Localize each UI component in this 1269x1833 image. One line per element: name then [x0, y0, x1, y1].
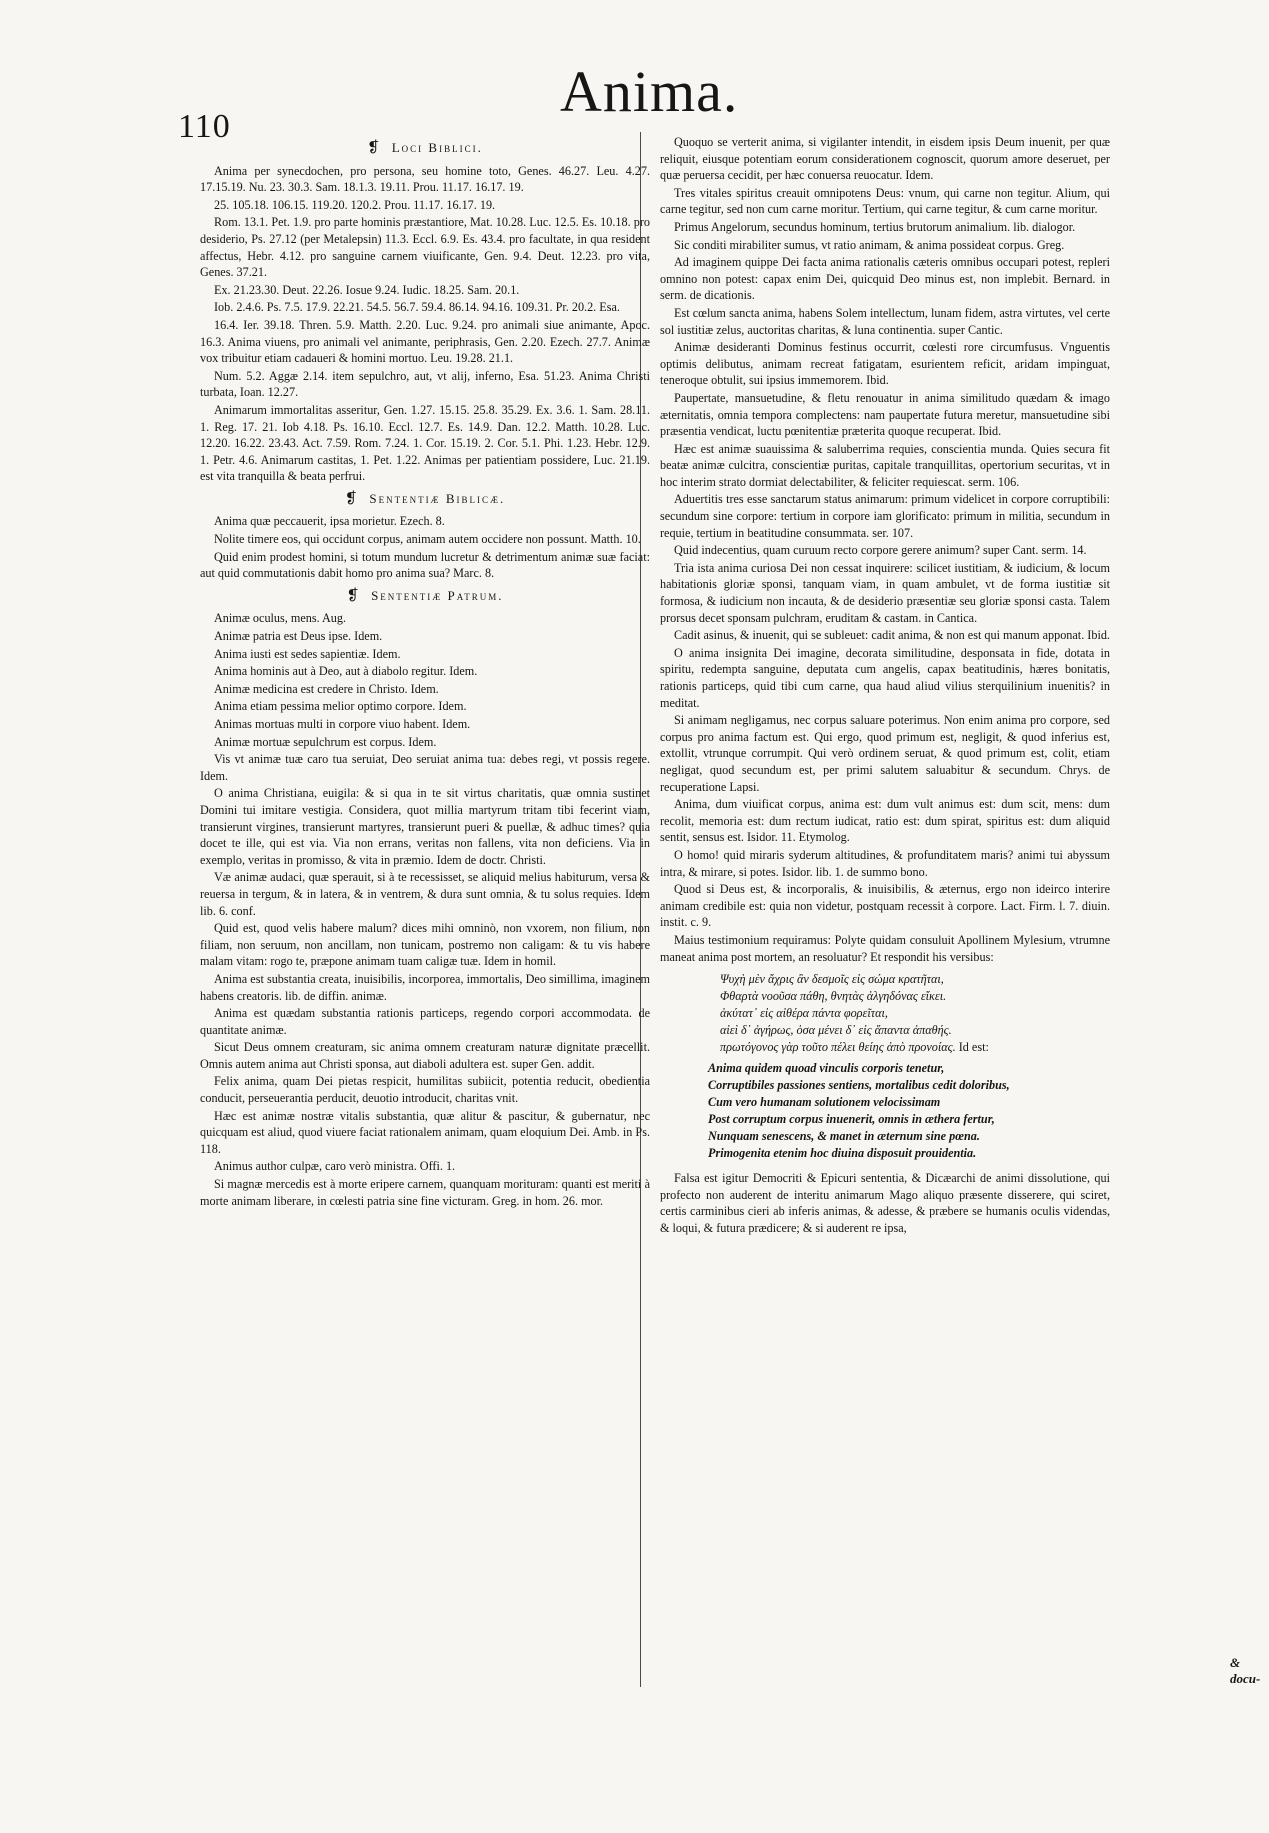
paragraph: Primus Angelorum, secundus hominum, tertius brutorum animalium. lib. dialogor.	[674, 219, 1076, 234]
paragraph: Anima quæ peccauerit, ipsa morietur. Ezech. 8.	[214, 514, 445, 529]
paragraph: Ad imaginem quippe Dei facta anima rationalis cæteris omnibus occupari potest, repleri omnino non potest: capax enim Dei, quicquid Deo minus est, non implebit. Bernard. in serm. de dicationis.	[660, 255, 1110, 303]
paragraph: 25. 105.18. 106.15. 119.20. 120.2. Prou. 11.17. 16.17. 19.	[214, 197, 496, 212]
pilcrow-icon: ❡	[346, 587, 362, 604]
paragraph: O homo! quid miraris syderum altitudines, & profunditatem maris? animi tui abyssum intra, & mirare, si potes. Isidor. lib. 1. de summo bono.	[660, 847, 1110, 879]
paragraph: Quod si Deus est, & incorporalis, & inuisibilis, & æternus, ergo non ideirco interire animam credibile est: quia non videtur, postquam recessit à corpore. Lact. Firm. l. 7. diuin. instit. c. 9.	[660, 882, 1110, 930]
paragraph: Quid est, quod velis habere malum? dices mihi omninò, non vxorem, non filium, non filiam, non seruum, non ancillam, non tunicam, postremo non caligam: & tu vis habere malam vitam: rogo te, præpone animam tuam caligæ tuæ. Idem in homil.	[200, 921, 650, 969]
greek-verse-line: ἀκύτατ᾽ εἰς αἰθέρα πάντα φορεῖται,	[720, 1006, 888, 1021]
greek-verse-line	[720, 1039, 1110, 1056]
paragraph: Ex. 21.23.30. Deut. 22.26. Iosue 9.24. Iudic. 18.25. Sam. 20.1.	[214, 282, 520, 297]
paragraph: Anima per synecdochen, pro persona, seu homine toto, Genes. 46.27. Leu. 4.27. 17.15.19. Nu. 23. 30.3. Sam. 18.1.3. 19.11. Prou. 11.17. 16.17. 19.	[200, 163, 650, 195]
page-number: 110	[178, 108, 231, 145]
catchword: & docu-	[1230, 1655, 1261, 1686]
paragraph: Vis vt animæ tuæ caro tua seruiat, Deo seruiat anima tua: debes regi, vt possis regere. Idem.	[200, 752, 650, 783]
latin-verse-block	[708, 1060, 1110, 1162]
paragraph: Animas mortuas multi in corpore viuo habent. Idem.	[214, 717, 471, 731]
paragraph: Hæc est animæ nostræ vitalis substantia, quæ alitur & pascitur, & gubernatur, nec quicquam est aliud, quod viuere faciat rationalem animam, quam eloquium Dei. Amb. in Ps. 118.	[200, 1108, 650, 1156]
latin-verse-line: Primogenita etenim hoc diuina disposuit prouidentia.	[708, 1146, 977, 1161]
paragraph: Si magnæ mercedis est à morte eripere carnem, quanquam morituram: quanti est meriti à morte animam liberare, in cœlesti patria sine fine victuram. Greg. in hom. 26. mor.	[200, 1177, 650, 1208]
left-column	[200, 134, 650, 1210]
pilcrow-icon: ❡	[344, 490, 360, 507]
paragraph: Animæ patria est Deus ipse. Idem.	[214, 629, 383, 644]
section-heading-text: Sententiæ Patrum.	[371, 587, 504, 603]
paragraph: 16.4. Ier. 39.18. Thren. 5.9. Matth. 2.20. Luc. 9.24. pro animali siue animante, Apoc. 16.3. Anima viuens, pro animali vel animante, periphrasis, Gen. 2.20. Ezech. 27.7. Animæ vox tribuitur etiam cadaueri & homini mortuo. Leu. 19.28. 21.1.	[200, 317, 650, 366]
greek-verse-line: αἰεὶ δ᾽ ἀγήρως, ὁσα μένει δ᾽ εἰς ἅπαντα ἀπαθής.	[720, 1023, 952, 1038]
greek-verse-line: Ψυχὴ μὲν ἄχρις ἂν δεσμοῖς εἰς σώμα κρατῆται,	[720, 972, 944, 987]
paragraph: O anima Christiana, euigila: & si qua in te sit virtus charitatis, quæ omnia sustinet Domini tui imitare vestigia. Considera, quot millia martyrum tritam tibi fecerint viam, transierunt virgines, transierunt martyres, transierunt pueri & puellæ, & adhuc times? quia docet te ille, qui est via. Via non errans, veritas non fallens, vita non deficiens. Via in exemplo, veritas in promisso, & vita in præmio. Idem de doctr. Christi.	[200, 786, 650, 867]
latin-verse-line: Cum vero humanam solutionem velocissimam	[708, 1095, 941, 1110]
paragraph: Cadit asinus, & inuenit, qui se subleuet: cadit anima, & non est qui manum apponat. Ibid.	[674, 628, 1110, 643]
paragraph: Animæ medicina est credere in Christo. Idem.	[214, 681, 439, 696]
paragraph: Tria ista anima curiosa Dei non cessat inquirere: scilicet iustitiam, & iudicium, & locum habitationis gloriæ sponsi, tanquam viam, in quam ambulet, vt de forma iustitiæ sit formosa, & iudicium non incauta, & de desiderio præsentiæ seu gloriæ sponsi casta. Talem prorsus decet sponsam pulchram, eruditam & castam. in Cantica.	[660, 560, 1110, 625]
section-heading-text: Sententiæ Biblicæ.	[369, 490, 506, 506]
greek-verse-block	[720, 971, 1110, 1056]
paragraph: Anima hominis aut à Deo, aut à diabolo regitur. Idem.	[214, 664, 478, 679]
latin-verse-line: Nunquam senescens, & manet in æternum sine pœna.	[708, 1129, 980, 1144]
paragraph: Animus author culpæ, caro verò ministra. Offi. 1.	[214, 1159, 456, 1174]
paragraph: Aduertitis tres esse sanctarum status animarum: primum videlicet in corpore corruptibili: secundum sine corpore: tertium in corpore iam glorificato: primum in militia, secundum in requie, tertium in beatitudine consummata. ser. 107.	[660, 492, 1110, 540]
paragraph: Quoquo se verterit anima, si vigilanter intendit, in eisdem ipsis Deum inuenit, per quæ reliquit, eiusque potentiam eorum considerationem cognoscit, quorum amore deseruet, per quæ peruersa cecidit, per hæc conuersa reuocatur. Idem.	[660, 135, 1110, 183]
paragraph: Tres vitales spiritus creauit omnipotens Deus: vnum, qui carne non tegitur. Alium, qui carne tegitur, sed non cum carne moritur. Tertium, qui carne tegitur, & cum carne moritur.	[660, 185, 1110, 217]
paragraph: Rom. 13.1. Pet. 1.9. pro parte hominis præstantiore, Mat. 10.28. Luc. 12.5. Es. 10.18. pro desiderio, Ps. 27.12 (per Metalepsin) 11.3. Eccl. 6.9. Es. 43.4. pro facultate, in qua resident affectus, Hebr. 4.12. pro sanguine carnem viuificante, Gen. 9.4. Deut. 12.23. pro vita, Genes. 37.21.	[200, 215, 650, 280]
paragraph: O anima insignita Dei imagine, decorata similitudine, desponsata in fide, dotata in spiritu, redempta sanguine, deputata cum angelis, capax beatitudinis, hæres bonitatis, rationis particeps, quid tibi cum carne, qua haud aliud vilius sterquilinium inuenitis? in meditat.	[660, 645, 1110, 710]
paragraph: Falsa est igitur Democriti & Epicuri sententia, & Dicæarchi de animi dissolutione, qui profecto non auderent de interitu animarum Mago aliquo præsente disserere, qui sciret, certis carminibus cieri ab inferis animas, & adesse, & præbere se humanis oculis videndas, & loqui, & futura prædicere; & si auderent re ipsa,	[660, 1171, 1110, 1235]
paragraph: Num. 5.2. Aggæ 2.14. item sepulchro, aut, vt alij, inferno, Esa. 51.23. Anima Christi turbata, Ioan. 12.27.	[200, 368, 650, 400]
section-heading-sententiae-biblicae	[200, 491, 650, 508]
greek-verse-text: πρωτόγονος γὰρ τοῦτο πέλει θείης ἀπὸ προνοίας.	[720, 1040, 956, 1055]
paragraph: Maius testimonium requiramus: Polyte quidam consuluit Apollinem Mylesium, vtrumne maneat anima post mortem, an resoluatur? Et respondit his versibus:	[660, 932, 1110, 964]
paragraph: Quid enim prodest homini, si totum mundum lucretur & detrimentum animæ suæ faciat: aut quid commutationis dabit homo pro anima sua? Marc. 8.	[200, 549, 650, 581]
paragraph: Anima etiam pessima melior optimo corpore. Idem.	[214, 699, 467, 714]
paragraph: Nolite timere eos, qui occidunt corpus, animam autem occidere non possunt. Matth. 10.	[214, 532, 641, 547]
paragraph: Quid indecentius, quam curuum recto corpore gerere animum? super Cant. serm. 14.	[674, 543, 1087, 558]
latin-verse-line: Anima quidem quoad vinculis corporis tenetur,	[708, 1061, 945, 1076]
right-column	[660, 134, 1110, 1237]
id-est-label: Id est:	[958, 1040, 989, 1055]
section-heading-loci-biblici	[200, 140, 650, 157]
paragraph: Si animam negligamus, nec corpus saluare poterimus. Non enim anima pro corpore, sed corpus pro anima factum est. Qui ergo, quod primum est, negligit, & quod inferius est, extollit, vtrunque corrumpit. Qui verò ordinem seruat, & quod primum est, colit, etiam negligat, quod secundum est, per primi salutem saluabitur & secundum. Chrys. de recuperatione Lapsi.	[660, 713, 1110, 794]
pilcrow-icon: ❡	[367, 140, 382, 156]
paragraph: Anima iusti est sedes sapientiæ. Idem.	[214, 646, 401, 661]
paragraph: Animarum immortalitas asseritur, Gen. 1.27. 15.15. 25.8. 35.29. Ex. 3.6. 1. Sam. 28.11. 1. Reg. 17. 21. Iob 4.18. Ps. 16.10. Eccl. 12.7. Es. 14.9. Dan. 12.2. Matth. 10.28. Luc. 12.20. 16.22. 23.43. Act. 7.59. Rom. 7.24. 1. Cor. 15.19. 2. Cor. 5.1. Phi. 1.23. Hebr. 12.9. 1. Petr. 4.6. Animarum castitas, 1. Pet. 1.22. Animas per patientiam possidere, Luc. 21.19. est vita tranquilla & beata perfrui.	[200, 402, 650, 484]
paragraph: Animæ desideranti Dominus festinus occurrit, cœlesti rore circumfusus. Vnguentis optimis delibutus, animam recreat fatigatam, esurientem reficit, aridam impinguat, teneroque obtulit, sui ipsius immemorem. Ibid.	[660, 340, 1110, 388]
greek-verse-line: Φθαρτὰ νοοῦσα πάθη, θνητὰς ἀλγηδόνας εἴκει.	[720, 989, 947, 1004]
paragraph: Anima est substantia creata, inuisibilis, incorporea, immortalis, Deo simillima, imaginem habens creatoris. lib. de diffin. animæ.	[200, 971, 650, 1003]
paragraph: Væ animæ audaci, quæ sperauit, si à te recessisset, se aliquid melius habiturum, versa & reuersa in tergum, & in latera, & in ventrem, & dura sunt omnia, & tu solus requies. Idem lib. 6. conf.	[200, 870, 650, 918]
latin-verse-line: Post corruptum corpus inuenerit, omnis in æthera fertur,	[708, 1112, 995, 1127]
paragraph: Animæ oculus, mens. Aug.	[214, 611, 347, 626]
paragraph: Hæc est animæ suauissima & saluberrima requies, conscientia munda. Quies secura fit beatæ animæ culcitra, conscientiæ puritas, capitale tranquillitas, opertorium securitas, vt in hoc interim strato dormiat delectabiliter, & feliciter requiescat. serm. 106.	[660, 441, 1110, 489]
paragraph: Anima est quædam substantia rationis particeps, regendo corpori accommodata. de quantitate animæ.	[200, 1006, 650, 1037]
paragraph: Sic conditi mirabiliter sumus, vt ratio animam, & anima possideat corpus. Greg.	[674, 237, 1065, 252]
running-head: Anima.	[560, 59, 739, 124]
paragraph: Anima, dum viuificat corpus, anima est: dum vult animus est: dum scit, mens: dum recolit, memoria est: dum rectum iudicat, ratio est: dum spirat, spiritus est: dum aliquid sentit, sensus est. Isidor. 11. Etymolog.	[660, 797, 1110, 845]
section-heading-text: Loci Biblici.	[391, 140, 483, 155]
paragraph: Sicut Deus omnem creaturam, sic anima omnem creaturam naturæ dignitate præcellit. Omnis autem anima aut Christi sponsa, aut diaboli adultera est. super Gen. addit.	[200, 1040, 650, 1071]
paragraph: Animæ mortuæ sepulchrum est corpus. Idem.	[214, 734, 437, 749]
paragraph: Paupertate, mansuetudine, & fletu renouatur in anima similitudo quædam & imago æternitatis, omnia tempora complectens: nam paupertate futura meretur, mansuetudine sibi præsentia vendicat, luctu pœnitentiæ præterita quoque recuperat. Ibid.	[660, 390, 1110, 439]
latin-verse-line: Corruptibiles passiones sentiens, mortalibus cedit doloribus,	[708, 1078, 1010, 1093]
paragraph: Felix anima, quam Dei pietas respicit, humilitas subiicit, potentia reducit, obedientia conducit, perseuerantia perducit, deuotio introducit, charitas vnit.	[200, 1074, 650, 1106]
paragraph: Iob. 2.4.6. Ps. 7.5. 17.9. 22.21. 54.5. 56.7. 59.4. 86.14. 94.16. 109.31. Pr. 20.2. Esa.	[214, 300, 620, 315]
section-heading-sententiae-patrum	[200, 588, 650, 605]
paragraph: Est cœlum sancta anima, habens Solem intellectum, lunam fidem, astra virtutes, vel certe sol iustitiæ zelus, auctoritas charitas, & luna continentia. super Cantic.	[660, 305, 1110, 337]
